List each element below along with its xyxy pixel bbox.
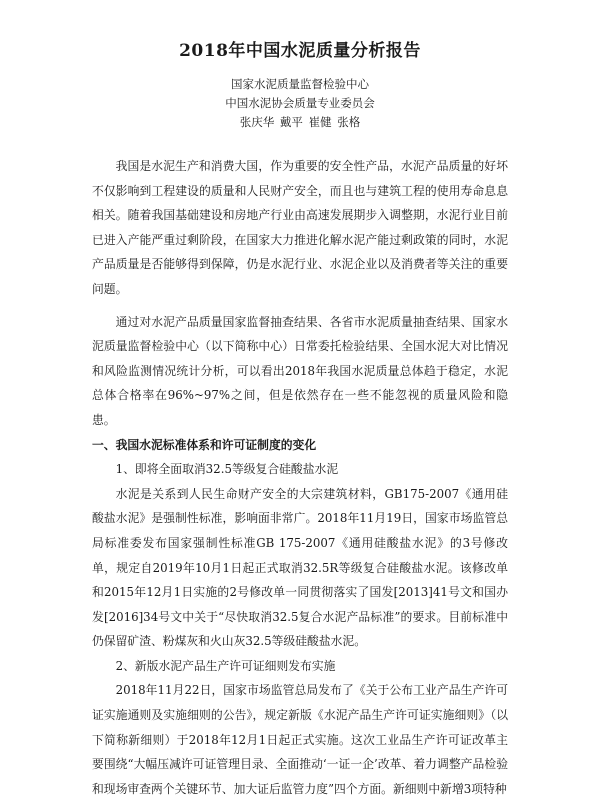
- section-heading-1: 一、我国水泥标准体系和许可证制度的变化: [92, 437, 317, 452]
- affiliation-line-2: 中国水泥协会质量专业委员会: [225, 96, 375, 110]
- paragraph-intro: 我国是水泥生产和消费大国，作为重要的安全性产品，水泥产品质量的好坏不仅影响到工程建设的质量和人民财产安全，而且也与建筑工程的使用寿命息息相关。随着我国基础建设和房地产行业由高速发展期步入调整期，水泥行业目前已进入产能严重过剩阶段，在国家大力推进化解水泥产能过剩政策的同时，水泥产品质量是否能够得到保障，仍是水泥行业、水泥企业以及消费者等关注的重要问题。: [92, 159, 508, 296]
- subsection-heading-1: 1、即将全面取消32.5等级复合硅酸盐水泥: [115, 462, 339, 477]
- affiliation-line-1: 国家水泥质量监督检验中心: [231, 77, 369, 91]
- author-list: 张庆华 戴平 崔健 张格: [239, 115, 361, 129]
- paragraph-summary: 通过对水泥产品质量国家监督抽查结果、各省市水泥质量抽查结果、国家水泥质量监督检验中心（以下简称中心）日常委托检验结果、全国水泥大对比情况和风险监测情况统计分析，可以看出2018年我国水泥质量总体趋于稳定，水泥总体合格率在96%~97%之间，但是依然存在一些不能忽视的质量风险和隐患。: [92, 314, 508, 427]
- subsection-heading-2: 2、新版水泥产品生产许可证细则发布实施: [115, 658, 336, 673]
- page-title: 2018年中国水泥质量分析报告: [179, 41, 421, 61]
- paragraph-standard-change: 水泥是关系到人民生命财产安全的大宗建筑材料，GB175-2007《通用硅酸盐水泥》是强制性标准，影响面非常广。2018年11月19日，国家市场监管总局标准委发布国家强制性标准GB 175-2007《通用硅酸盐水泥》的3号修改单，规定自2019年10月1日起正式取消32.5R等级复合硅酸盐水泥。该修改单和2015年12月1日实施的2号修改单一同贯彻落实了国发[2013]41号文和国办发[2016]34号文中关于“尽快取消32.5复合水泥产品标准”的要求。目前标准中仍保留矿渣、粉煤灰和火山灰32.5等级硅酸盐水泥。: [92, 486, 508, 649]
- paragraph-license-rules: 2018年11月22日，国家市场监管总局发布了《关于公布工业产品生产许可证实施通则及实施细则的公告》，规定新版《水泥产品生产许可证实施细则》（以下简称新细则）于2018年12月1日起正式实施。这次工业品生产许可证改革主要围绕“大幅压减许可证管理目录、全面推动‘一证一企’改革、着力调整产品检验和现场审查两个关键环节、加大证后监管力度”四个方面。新细则中新增3项特种: [92, 683, 508, 796]
